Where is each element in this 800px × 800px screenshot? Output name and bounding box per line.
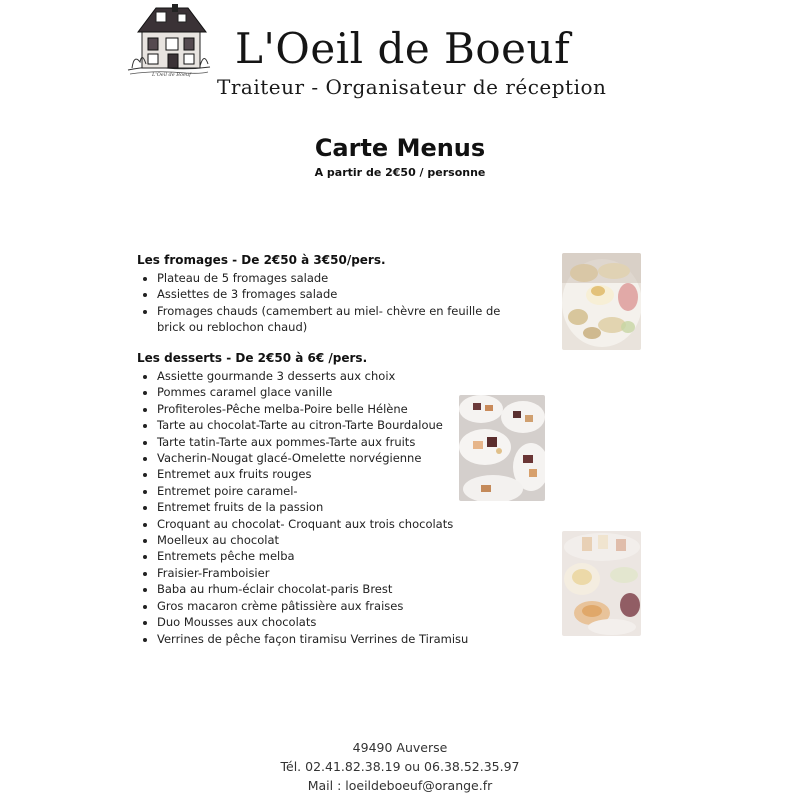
list-item: • Assiette gourmande 3 desserts aux choix xyxy=(157,368,517,384)
section-heading: Les fromages - De 2€50 à 3€50/pers. xyxy=(137,253,386,267)
page-title: Carte Menus xyxy=(314,134,486,162)
menu-price: A partir de 2€50 / personne xyxy=(314,166,486,179)
list-item: • Vacherin-Nougat glacé-Omelette norvégienne xyxy=(157,450,517,466)
item-list xyxy=(137,270,517,336)
list-item: • Entremet aux fruits rouges xyxy=(157,466,517,482)
list-item: • Duo Mousses aux chocolats xyxy=(157,614,517,630)
section-heading: Les desserts - De 2€50 à 6€ /pers. xyxy=(137,351,368,365)
list-item: • Verrines de pêche façon tiramisu Verrines de Tiramisu xyxy=(157,631,517,647)
list-item: • Baba au rhum-éclair chocolat-paris Brest xyxy=(157,581,517,597)
list-item: • Fraisier-Framboisier xyxy=(157,565,517,581)
cheese-platter-photo xyxy=(562,253,641,350)
dessert-plates-photo xyxy=(459,395,545,501)
list-item: • Gros macaron crème pâtissière aux fraises xyxy=(157,598,517,614)
brand-subtitle: Traiteur - Organisateur de réception xyxy=(217,75,607,99)
section-fromages xyxy=(137,252,517,336)
logo-caption: L'Oeil de Boeuf xyxy=(152,72,192,78)
list-item: • Croquant au chocolat- Croquant aux trois chocolats xyxy=(157,516,517,532)
list-item: • Plateau de 5 fromages salade xyxy=(157,270,517,286)
list-item: • Profiteroles-Pêche melba-Poire belle Hélène xyxy=(157,401,517,417)
list-item: • Entremets pêche melba xyxy=(157,548,517,564)
footer-phone: Tél. 02.41.82.38.19 ou 06.38.52.35.97 xyxy=(280,759,520,774)
list-item: • Fromages chauds (camembert au miel- chèvre en feuille de brick ou reblochon chaud) xyxy=(157,303,517,336)
house-sketch-icon xyxy=(126,4,212,82)
brand-title: L'Oeil de Boeuf xyxy=(235,24,571,73)
footer-address: 49490 Auverse xyxy=(352,740,448,755)
list-item: • Tarte tatin-Tarte aux pommes-Tarte aux fruits xyxy=(157,434,517,450)
list-item: • Assiettes de 3 fromages salade xyxy=(157,286,517,302)
list-item: • Entremet fruits de la passion xyxy=(157,499,517,515)
dessert-assortment-photo xyxy=(562,531,641,636)
list-item: • Entremet poire caramel- xyxy=(157,483,517,499)
list-item: • Moelleux au chocolat xyxy=(157,532,517,548)
list-item: • Tarte au chocolat-Tarte au citron-Tarte Bourdaloue xyxy=(157,417,517,433)
list-item: • Pommes caramel glace vanille xyxy=(157,384,517,400)
footer-mail: Mail : loeildeboeuf@orange.fr xyxy=(307,778,493,793)
